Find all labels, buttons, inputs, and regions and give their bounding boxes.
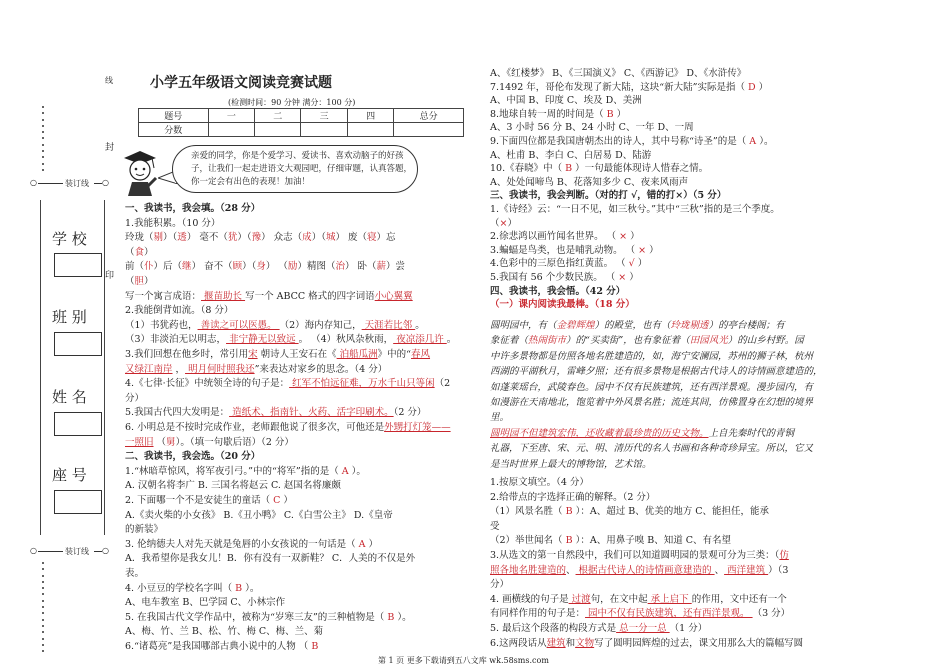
text-line: 1.我能积累。（10 分）: [125, 217, 221, 229]
text-segment: 玲珑（: [125, 232, 154, 244]
text-segment: 6. 小明总是不按时完成作业，老师跟他说了很多次，可他还是: [125, 422, 385, 433]
answer-text: 成: [302, 232, 312, 244]
underlined-answer: 建筑: [546, 637, 566, 649]
text-segment: （: [125, 246, 135, 258]
text-segment: ）: [626, 272, 639, 283]
text-line: [125, 640, 318, 655]
text-line: [125, 333, 456, 348]
underlined-answer: 总一分一总: [616, 623, 670, 634]
underlined-answer: 承上启下: [647, 593, 692, 605]
text-segment: （: [125, 276, 135, 287]
margin-fold-mark-2: 印: [105, 271, 115, 281]
underlined-answer: 园中不仅有民族建筑，还有西洋景观。: [585, 608, 753, 620]
text-line: [125, 231, 396, 246]
answer-text: 身: [256, 261, 266, 273]
text-line: [125, 246, 154, 261]
text-segment: 5.我国古代四大发明是：: [125, 407, 230, 419]
text-line: A、中国 B、印度 C、埃及 D、美洲: [490, 95, 642, 107]
text-segment: （1）风景名胜（: [490, 506, 563, 518]
text-segment: 7.1492 年，哥伦布发现了新大陆，这块“新大陆”实际是指（: [490, 81, 745, 93]
answer-text: B: [308, 641, 319, 652]
score-cell: 分数: [139, 123, 209, 137]
answer-text: B: [562, 163, 576, 175]
text-line: 中许多景物都是仿照各地名胜建造的，如，海宁安澜园，苏州的狮子林，杭州: [490, 350, 814, 362]
text-line: [125, 494, 293, 509]
text-line: [490, 135, 773, 149]
answer-text: B: [562, 535, 576, 547]
text-line: 1.《诗经》云：“一日不见，如三秋兮。”其中“三秋”指的是三个季度。: [490, 204, 780, 215]
underlined-answer: 明月何时照我还: [185, 363, 255, 375]
page-footer: 第 1 页 更多下载请到五八文库 wk.58sms.com: [378, 656, 549, 665]
text-line: [125, 260, 405, 275]
answer-text: B: [232, 582, 246, 594]
text-line: （一）课内阅读我最棒。（18 分）: [490, 299, 635, 311]
text-line: [125, 436, 294, 451]
text-segment: 9.下面四位都是我国唐朝杰出的诗人，其中号称“诗圣”的是（: [490, 136, 747, 147]
text-segment: 8.地球自转一周的时间是（: [490, 108, 604, 120]
text-line: 一、我读书，我会填。（28 分）: [125, 203, 261, 214]
text-line: [490, 534, 731, 549]
text-segment: ）: [144, 246, 154, 258]
answer-text: 食: [134, 246, 145, 258]
answer-text: 城: [325, 232, 336, 244]
school-label: 学 校: [52, 230, 87, 248]
text-line: [125, 377, 450, 392]
text-segment: ）（: [311, 232, 326, 244]
text-line: A、电车教室 B、巴学园 C、小林宗作: [125, 597, 286, 609]
text-line: [490, 622, 707, 637]
text-line: [490, 318, 785, 333]
text-line: 的新装》: [125, 524, 164, 536]
text-line: [125, 275, 154, 290]
text-segment: 前（: [125, 261, 145, 273]
student-mascot-icon: [118, 148, 162, 198]
underlined-answer: 文物: [575, 637, 595, 649]
name-field[interactable]: [54, 412, 102, 436]
text-line: 表。: [125, 568, 145, 579]
underlined-answer: 照各地名胜建造的: [490, 564, 567, 576]
answer-text: B: [384, 611, 398, 623]
class-label: 班 别: [52, 308, 87, 326]
text-segment: 上自先秦时代的青铜: [708, 427, 795, 439]
text-segment: 3.蝙蝠是鸟类，也是哺乳动物。 （: [490, 244, 639, 256]
answer-text: ×: [499, 217, 508, 229]
text-segment: ） （: [265, 261, 288, 273]
underlined-answer: 夜凉添几许: [393, 334, 447, 346]
text-line: A．我希望你是我女儿！B．你有没有一双新鞋？ C．人美的不仅是外: [125, 553, 416, 565]
text-segment: 3.从选文的第一自然段中，我们可以知道圆明园的景观可分为三类：（: [490, 550, 780, 561]
underlined-answer: 造纸术、指南针、火药、活字印刷术。: [229, 407, 394, 419]
score-cell: 总分: [394, 109, 464, 123]
answer-text: 金碧辉煌: [556, 320, 595, 331]
text-segment: 5.我国有 56 个少数民族。 （: [490, 272, 619, 283]
answer-text: 犹: [227, 232, 238, 244]
text-line: A、杜甫 B、李白 C、白居易 D、陆游: [490, 149, 652, 161]
text-line: [490, 505, 769, 520]
text-line: [490, 637, 803, 652]
text-segment: ） 奋不（: [191, 261, 233, 273]
text-segment: ）。: [245, 582, 260, 594]
text-line: [490, 108, 626, 122]
text-segment: ）。: [351, 465, 366, 477]
text-segment: （2）举世闻名（: [490, 535, 563, 547]
text-line: [490, 217, 517, 231]
text-segment: 、: [566, 564, 576, 576]
text-segment: 6.“诸葛亮”是我国哪部古典小说中的人物 （: [125, 641, 309, 652]
text-line: A.《卖火柴的小女孩》 B.《丑小鸭》 C.《白雪公主》 D.《皇帝: [125, 509, 393, 521]
text-segment: 2. 下面哪一个不是安徒生的童话（: [125, 495, 271, 506]
underlined-answer: 仿: [779, 550, 789, 561]
answer-text: √: [628, 258, 635, 270]
text-segment: ）: [144, 276, 154, 287]
text-line: A、《红楼梦》 B、《三国演义》 C、《西游记》 D、《水浒传》: [490, 68, 747, 79]
text-segment: ）。: [397, 611, 412, 623]
text-segment: ）的殿堂，也有（: [594, 320, 671, 331]
text-segment: 4. 画横线的句子是: [490, 593, 569, 605]
text-segment: 。: [415, 319, 425, 331]
text-line: 2.给带点的字选择正确的解释。（2 分）: [490, 491, 656, 503]
text-line: [125, 465, 366, 480]
encouragement-bubble: 亲爱的同学，你是个爱学习、爱读书、喜欢动脑子的好孩 子，让我们一起走进语文大观园吧，仔细审题，认真答题， 你一定会有出色的表现！加油！: [172, 145, 418, 193]
score-cell[interactable]: [301, 123, 347, 137]
text-segment: 朝诗人王安石在《: [257, 349, 337, 360]
underlined-answer: 又绿江南岸: [125, 363, 173, 375]
text-segment: 的作用，文中还有一个: [691, 593, 787, 605]
text-line: [125, 319, 425, 334]
text-line: [490, 81, 768, 95]
text-segment: 写了圆明园辉煌的过去，课文用那么大的篇幅写圆: [594, 637, 804, 649]
text-segment: 》中的“: [377, 349, 412, 360]
text-line: 如漫游在天南地北，饱览着中外风景名胜；流连其间，仿佛置身在幻想的境界: [490, 397, 814, 408]
dotted-line-top: [42, 106, 44, 175]
answer-text: 顾: [232, 261, 243, 273]
text-line: 二、我读书，我会选。（20 分）: [125, 451, 261, 463]
text-line: 里。: [490, 412, 510, 424]
text-segment: （2）海内存知己，: [279, 319, 362, 331]
underlined-answer: 西洋建筑: [724, 564, 769, 576]
text-segment: ）：A、超过 B、优美的地方 C、能担任，能承: [575, 506, 769, 518]
text-line: [125, 538, 378, 553]
school-field[interactable]: [54, 253, 102, 277]
underlined-answer: 红军不怕远征难，万水千山只等闲: [289, 378, 435, 390]
answer-text: 继: [182, 261, 192, 273]
text-segment: （1）书犹药也，: [125, 319, 198, 331]
answer-text: 胆: [134, 276, 145, 287]
text-line: 2.我能倒背如流。（8 分）: [125, 305, 234, 317]
text-segment: 象征着（: [490, 335, 529, 347]
text-segment: ）后（: [153, 261, 183, 273]
answer-text: ×: [618, 272, 627, 283]
text-segment: ）的山乡村野。园: [727, 335, 804, 347]
text-segment: 有同样作用的句子是：: [490, 608, 586, 620]
answer-text: A: [338, 465, 352, 477]
text-segment: 3.我们回想在他乡时，常引用: [125, 349, 249, 360]
text-segment: ）的“买卖街”，也有象征着（: [566, 335, 690, 347]
text-segment: 。 （4）秋风杂秋雨，: [298, 334, 394, 346]
answer-text: 治: [335, 261, 345, 273]
binding-line-top: ○ 装订线 ○: [30, 178, 109, 188]
text-segment: 5. 在我国古代文学作品中，被称为“岁寒三友”的三种植物是（: [125, 611, 385, 623]
text-line: 是当时世界上最大的博物馆，艺术馆。: [490, 458, 652, 470]
text-segment: （3）非淡泊无以明志，: [125, 334, 227, 346]
text-segment: 4.《七律·长征》中统领全诗的句子是：: [125, 378, 290, 390]
text-segment: 句，在文中起: [590, 593, 648, 605]
score-cell[interactable]: [347, 123, 393, 137]
underlined-answer: 非宁静无以致远: [226, 334, 299, 346]
text-line: [125, 363, 387, 378]
text-segment: ）: [758, 81, 769, 93]
answer-text: 透: [177, 232, 187, 244]
text-segment: （2 分）: [393, 407, 427, 419]
text-segment: ）: [283, 495, 293, 506]
text-line: A、处处闻啼鸟 B、花落知多少 C、夜来风雨声: [490, 176, 689, 188]
text-line: [490, 271, 639, 285]
text-segment: ）一句最能体现诗人惜春之情。: [575, 163, 709, 175]
text-segment: ）。: [759, 136, 774, 147]
text-segment: ） 卧（: [344, 261, 377, 273]
underlined-answer: 过渡: [568, 593, 591, 605]
text-segment: ）（: [163, 232, 178, 244]
text-line: 1.按原文填空。（4 分）: [490, 477, 589, 488]
underlined-answer: 圆明园不但建筑宏伟，还收藏着最珍贵的历史文物。: [490, 427, 709, 439]
text-segment: 3. 伦纳德夫人对先天就是兔唇的小女孩说的一句话是（: [125, 538, 356, 550]
answer-text: 玲珑剔透: [670, 320, 709, 331]
text-line: 受: [490, 520, 500, 532]
text-segment: 4.色彩中的三原色指红黄蓝。 （: [490, 258, 629, 270]
text-segment: 2.徐悲鸿以画竹闻名世界。 （: [490, 231, 620, 243]
text-segment: ）的亭台楼阁；有: [708, 320, 785, 331]
score-cell: 四: [347, 109, 393, 123]
text-line: [490, 333, 804, 348]
text-line: [490, 230, 640, 244]
seat-field[interactable]: [54, 490, 102, 514]
page-title: 小学五年级语文阅读竞赛试题: [150, 75, 332, 91]
underlined-answer: 天涯若比邻: [361, 319, 416, 331]
text-line: 三、我读书，我会判断。（对的打 √，错的打×）（5 分）: [490, 190, 727, 202]
answer-text: ×: [619, 231, 628, 243]
score-cell[interactable]: [394, 123, 464, 137]
text-segment: ）（: [242, 261, 257, 273]
text-line: [125, 348, 430, 363]
text-line: 西湖的平湖秋月，雷峰夕照；还有很多景物是根据古代诗人的诗情画意建造的，: [490, 366, 823, 378]
answer-text: A: [746, 136, 760, 147]
text-line: 礼器，下至唐、宋、元、明、清历代的名人书画和各种奇珍异宝。所以，它又: [490, 443, 814, 455]
underlined-answer: 春风: [411, 349, 431, 360]
answer-text: B: [603, 108, 617, 120]
text-segment: ）: [368, 538, 379, 550]
underlined-answer: 善读之可以医愚。: [197, 319, 280, 331]
text-segment: 写一个 ABCC 格式的四字词语: [245, 290, 375, 302]
text-segment: 10.《春晓》中（: [490, 163, 563, 175]
underlined-answer: 外甥打灯笼——: [384, 422, 451, 433]
text-line: [490, 244, 659, 258]
text-segment: （3 分）: [752, 608, 791, 620]
text-line: [490, 564, 788, 579]
text-line: [490, 162, 708, 176]
cut-line-bottom-label: 装订线: [65, 547, 89, 556]
score-cell[interactable]: [208, 123, 254, 137]
underlined-answer: 一照旧: [125, 436, 154, 448]
text-line: [490, 607, 790, 622]
text-segment: 4. 小豆豆的学校名字叫（: [125, 582, 233, 594]
text-segment: 、: [714, 564, 725, 576]
text-line: A、3 小时 56 分 B、24 小时 C、一年 D、一周: [490, 122, 694, 134]
text-segment: ）。（填一句歇后语）（2 分）: [175, 436, 294, 448]
answer-text: 薪: [376, 261, 387, 273]
answer-text: 豫: [251, 232, 262, 244]
binding-left-rule: [40, 200, 41, 535]
dotted-line-bottom: [42, 562, 44, 656]
score-cell: 三: [301, 109, 347, 123]
text-line: 分）: [490, 579, 510, 591]
text-segment: ）精图（: [297, 261, 336, 273]
underlined-answer: 泊船瓜洲: [336, 349, 378, 360]
text-segment: ） 毫不（: [186, 232, 228, 244]
text-line: [490, 549, 789, 564]
text-segment: ） 废（: [335, 232, 367, 244]
answer-text: 舅: [166, 436, 176, 448]
text-line: [490, 426, 794, 441]
answer-text: 剔: [153, 232, 164, 244]
answer-text: ×: [638, 244, 647, 256]
underlined-answer: 小心翼翼: [374, 290, 413, 302]
answer-text: 仆: [144, 261, 154, 273]
text-segment: 。: [446, 334, 457, 346]
text-segment: ）（3: [768, 564, 789, 576]
binding-right-rule: [104, 200, 105, 535]
class-field[interactable]: [54, 332, 102, 356]
text-segment: ，: [172, 363, 186, 375]
text-segment: （: [153, 436, 167, 448]
text-segment: 圆明园中，有（: [490, 320, 557, 331]
text-line: [125, 611, 412, 626]
underlined-answer: 宋: [248, 349, 258, 360]
text-segment: ）: [627, 231, 640, 243]
answer-text: D: [744, 81, 759, 93]
text-segment: （2: [434, 378, 451, 390]
answer-text: B: [562, 506, 576, 518]
answer-text: A: [355, 538, 369, 550]
text-segment: ）尝: [386, 261, 406, 273]
margin-fold-mark: 封: [105, 143, 115, 153]
binding-line-bottom: ○ 装订线 ○: [30, 546, 109, 556]
text-segment: ”来表达对家乡的思念。（4 分）: [254, 363, 388, 375]
text-segment: 5. 最后这个段落的构段方式是: [490, 623, 617, 634]
text-segment: ）（: [237, 232, 252, 244]
score-cell: 题号: [139, 109, 209, 123]
text-segment: 写一个寓言成语：: [125, 290, 202, 302]
text-line: [125, 290, 413, 305]
score-cell: 二: [255, 109, 301, 123]
answer-text: 寝: [367, 232, 377, 244]
text-segment: ）: [634, 258, 648, 270]
text-line: 分）: [125, 392, 145, 404]
text-segment: （: [490, 217, 500, 229]
text-line: A、梅、竹、兰 B、松、竹、梅 C、梅、兰、菊: [125, 626, 324, 638]
text-segment: ）：A、用鼻子嗅 B、知道 C、有名望: [575, 535, 731, 547]
cut-line-top-label: 装订线: [65, 179, 89, 188]
text-segment: 6.这两段话从: [490, 637, 547, 649]
text-segment: ）: [646, 244, 659, 256]
text-segment: 和: [565, 637, 576, 649]
text-line: [490, 257, 647, 271]
exam-info: (检测时间：90 分钟 满分：100 分): [228, 98, 356, 107]
answer-text: 励: [287, 261, 298, 273]
underlined-answer: 根据古代诗人的诗情画意建造的: [575, 564, 715, 576]
margin-top-char: 线: [105, 76, 113, 85]
binding-margin: [0, 0, 115, 672]
score-cell: 一: [208, 109, 254, 123]
text-segment: 1.“林暗草惊风，将军夜引弓。”中的“将军”指的是（: [125, 465, 339, 477]
seat-label: 座 号: [52, 466, 87, 484]
score-cell[interactable]: [255, 123, 301, 137]
answer-text: 田园风光: [689, 335, 728, 347]
text-line: [125, 421, 451, 436]
score-table: [138, 108, 464, 137]
text-line: [490, 593, 787, 608]
text-line: [125, 406, 426, 421]
answer-text: C: [270, 495, 284, 506]
underlined-answer: 揠苗助长: [201, 290, 246, 302]
text-segment: ）: [507, 217, 517, 229]
text-segment: ）: [616, 108, 627, 120]
answer-text: 热闹街市: [528, 335, 567, 347]
text-line: 四、我读书，我会悟。（42 分）: [490, 285, 626, 297]
text-segment: （1 分）: [669, 623, 708, 634]
text-segment: ） 众志（: [261, 232, 303, 244]
name-label: 姓 名: [52, 388, 87, 406]
text-line: 如蓬莱瑶台，武陵春色。园中不仅有民族建筑，还有西洋景观。漫步园内，有: [490, 381, 814, 393]
text-line: A. 汉朝名将李广 B. 三国名将赵云 C. 赵国名将廉颇: [125, 480, 341, 492]
text-line: [125, 582, 259, 597]
text-segment: ）忘: [376, 232, 396, 244]
